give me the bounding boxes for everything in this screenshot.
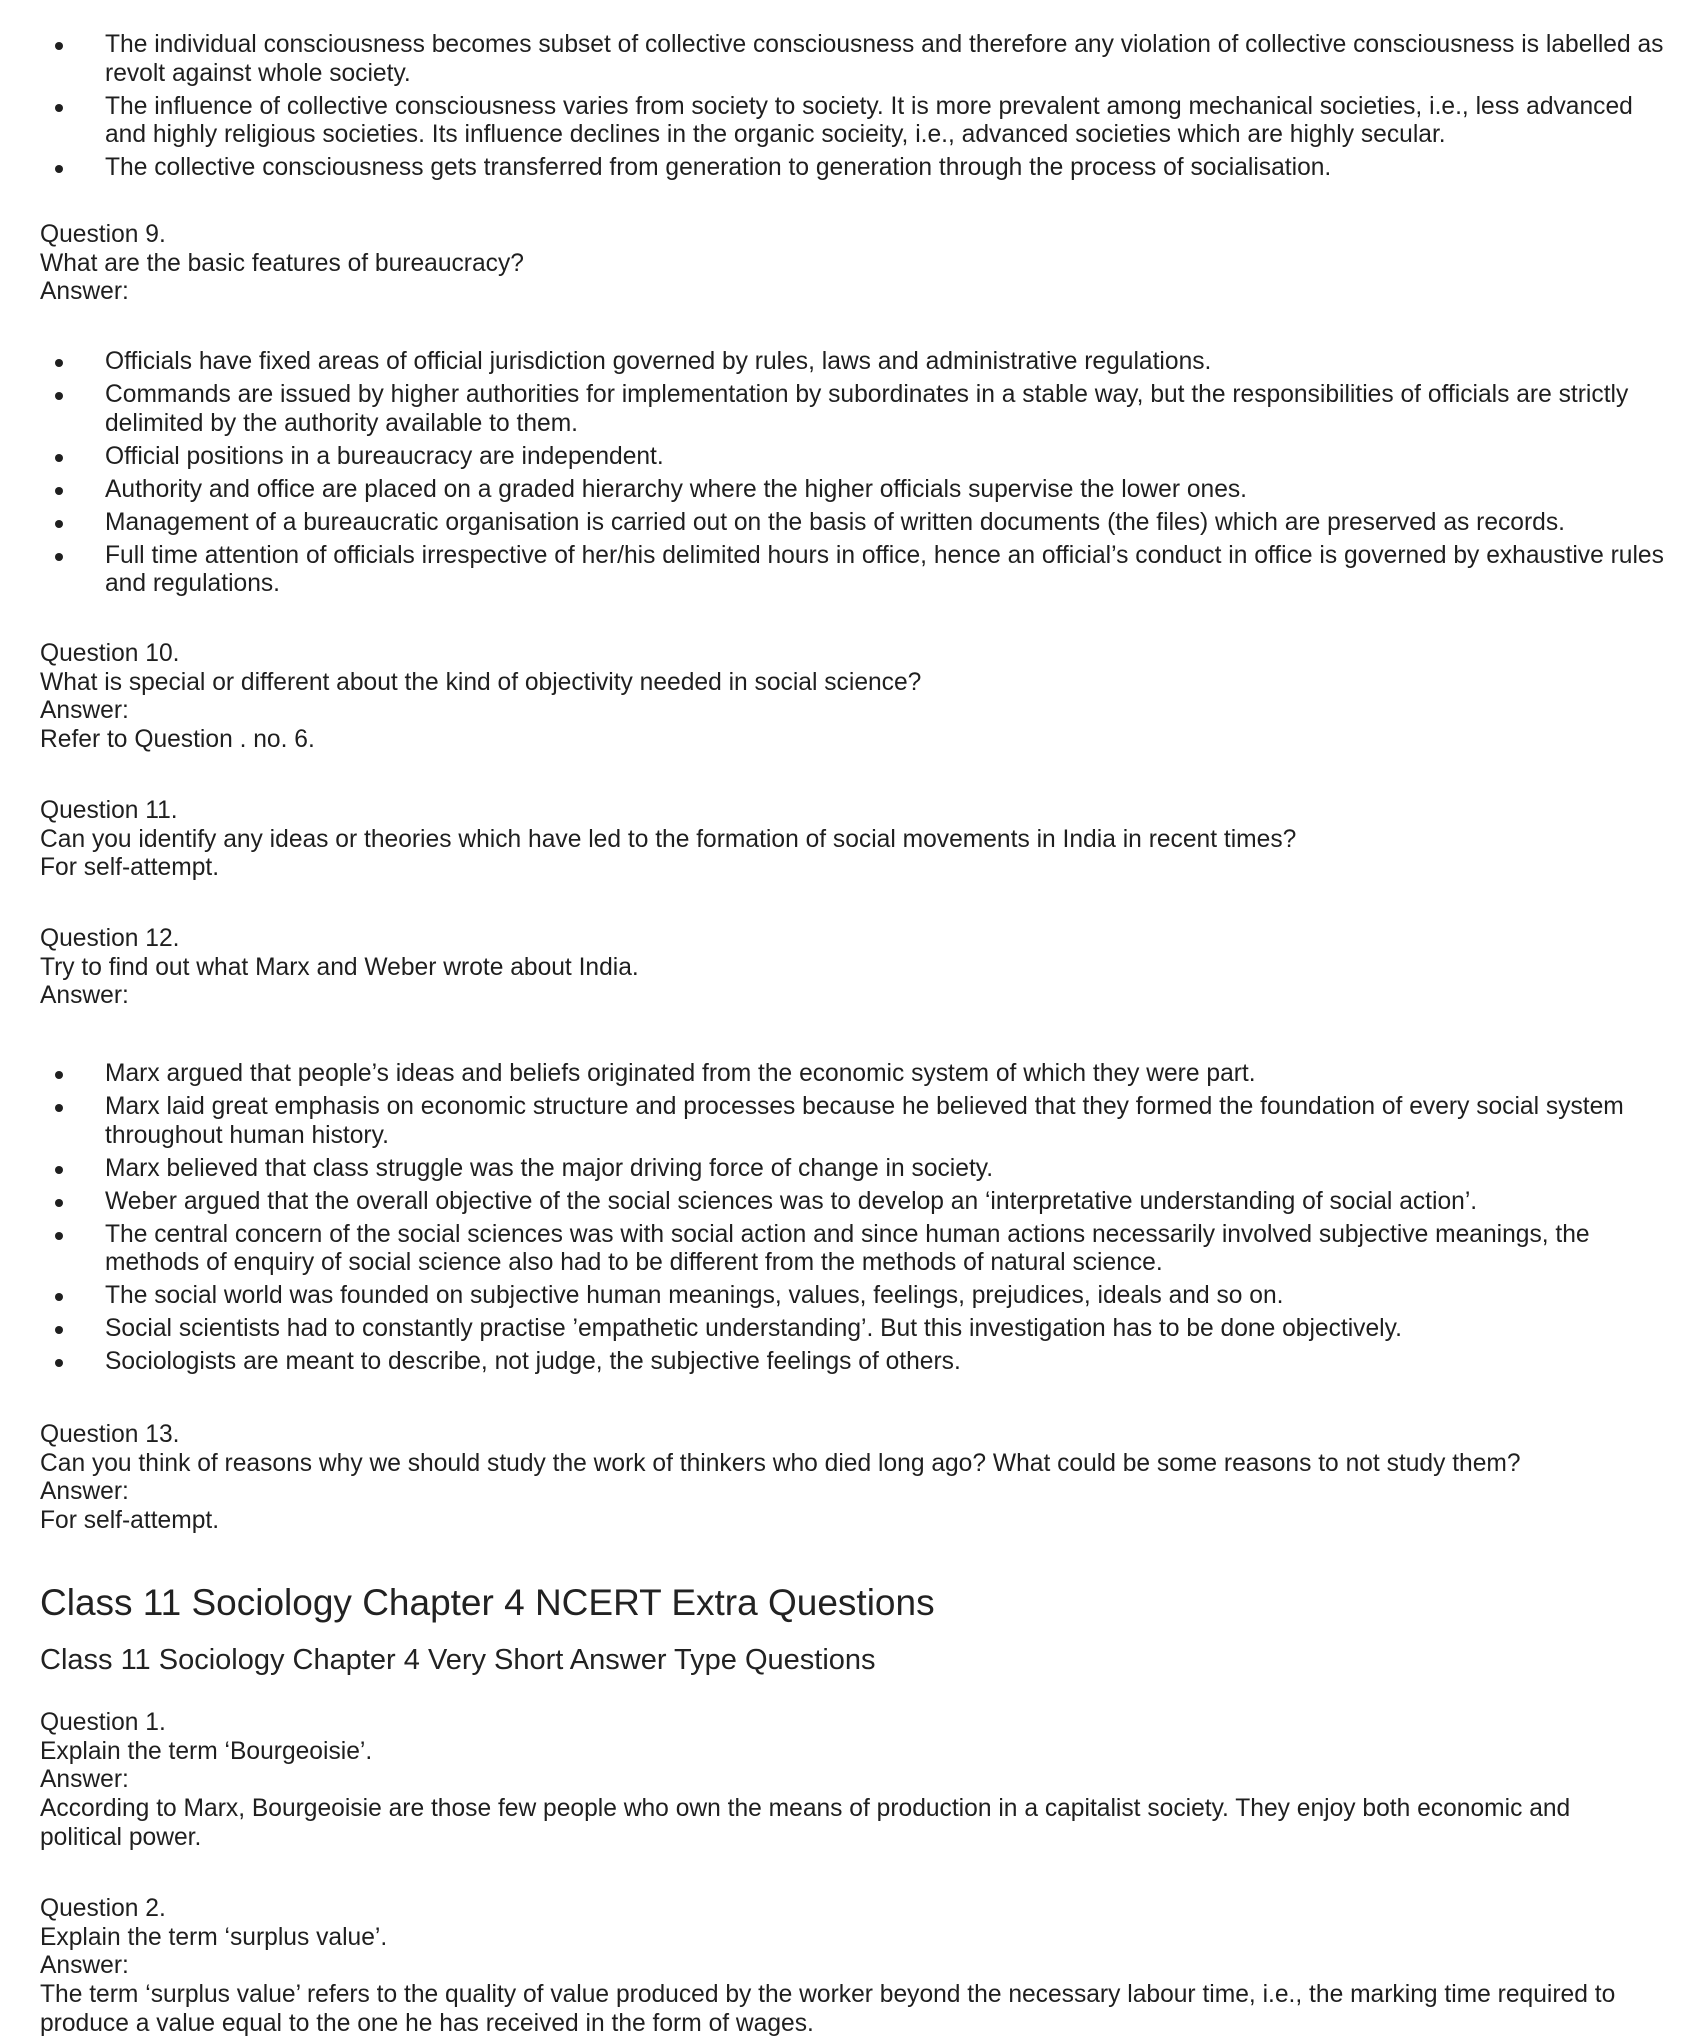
- list-item: Weber argued that the overall objective of the social sciences was to develop an ‘interpretative understanding of social action’.: [40, 1188, 1675, 1217]
- question-label: Question 11.: [40, 797, 178, 824]
- bureaucracy-bullet-list: [40, 348, 1670, 603]
- answer-label: Answer:: [40, 278, 129, 306]
- bullet-icon: [55, 1232, 63, 1240]
- list-item: Commands are issued by higher authorities for implementation by subordinates in a stable way, but the responsibilities of officials are strictly delimited by the authority available to them.: [40, 381, 1675, 438]
- list-item: Marx believed that class struggle was the major driving force of change in society.: [40, 1155, 1675, 1184]
- list-item: Management of a bureaucratic organisation is carried out on the basis of written documents (the files) which are preserved as records.: [40, 509, 1675, 538]
- question-9: [40, 221, 1670, 307]
- list-item: Authority and office are placed on a graded hierarchy where the higher officials supervise the lower ones.: [40, 476, 1675, 505]
- question-label: Question 2.: [40, 1895, 166, 1922]
- bullet-icon: [55, 359, 63, 367]
- question-text: What are the basic features of bureaucracy?: [40, 249, 524, 277]
- bullet-icon: [55, 165, 63, 173]
- question-12: [40, 925, 1670, 1011]
- list-item: The influence of collective consciousness varies from society to society. It is more prevalent among mechanical societies, i.e., less advanced and highly religious societies. Its influence declines in the organic socieity, i.e., advanced societies which are highly secular.: [40, 93, 1675, 150]
- list-item: The collective consciousness gets transferred from generation to generation through the process of socialisation.: [40, 154, 1675, 183]
- vsa-question-2: [40, 1895, 1670, 2039]
- bullet-icon: [55, 1359, 63, 1367]
- question-text: Explain the term ‘Bourgeoisie’.: [40, 1737, 373, 1765]
- list-item: The central concern of the social sciences was with social action and since human actions necessarily involved subjective meanings, the methods of enquiry of social science also had to be different from the methods of natural science.: [40, 1221, 1675, 1278]
- list-item: The social world was founded on subjective human meanings, values, feelings, prejudices, ideals and so on.: [40, 1282, 1675, 1311]
- question-10: [40, 640, 1670, 755]
- question-text: Explain the term ‘surplus value’.: [40, 1923, 388, 1951]
- marx-weber-bullet-list: [40, 1060, 1670, 1381]
- bullet-icon: [55, 1104, 63, 1112]
- answer-label: Answer:: [40, 1766, 129, 1794]
- question-text: Can you identify any ideas or theories which have led to the formation of social movements in India in recent times?: [40, 825, 1297, 853]
- answer-label: Answer:: [40, 1478, 129, 1506]
- bullet-icon: [55, 1166, 63, 1174]
- list-item: Social scientists had to constantly practise ’empathetic understanding’. But this investigation has to be done objectively.: [40, 1315, 1675, 1344]
- answer-text: For self-attempt.: [40, 854, 220, 882]
- question-text: Try to find out what Marx and Weber wrote about India.: [40, 953, 639, 981]
- question-label: Question 13.: [40, 1421, 180, 1448]
- question-label: Question 9.: [40, 221, 166, 248]
- list-item: Officials have fixed areas of official jurisdiction governed by rules, laws and administrative regulations.: [40, 348, 1675, 377]
- bullet-icon: [55, 520, 63, 528]
- answer-label: Answer:: [40, 697, 129, 725]
- answer-text: The term ‘surplus value’ refers to the quality of value produced by the worker beyond the necessary labour time, i.e., the marking time required to produce a value equal to the one he has received in the form of wages.: [40, 1981, 1616, 2037]
- question-text: Can you think of reasons why we should study the work of thinkers who died long ago? What could be some reasons to not study them?: [40, 1449, 1521, 1477]
- question-label: Question 12.: [40, 925, 180, 952]
- section-heading-extra-questions: Class 11 Sociology Chapter 4 NCERT Extra Questions: [40, 1582, 935, 1623]
- question-label: Question 10.: [40, 640, 180, 667]
- answer-text: For self-attempt.: [40, 1507, 220, 1535]
- bullet-icon: [55, 553, 63, 561]
- list-item: Full time attention of officials irrespective of her/his delimited hours in office, hence an official’s conduct in office is governed by exhaustive rules and regulations.: [40, 542, 1675, 599]
- bullet-icon: [55, 42, 63, 50]
- bullet-icon: [55, 487, 63, 495]
- vsa-question-1: [40, 1709, 1670, 1853]
- answer-label: Answer:: [40, 982, 129, 1010]
- list-item: Official positions in a bureaucracy are independent.: [40, 443, 1675, 472]
- bullet-icon: [55, 1326, 63, 1334]
- consciousness-bullet-list: [40, 31, 1670, 187]
- answer-label: Answer:: [40, 1952, 129, 1980]
- bullet-icon: [55, 454, 63, 462]
- section-subheading-very-short-answer: Class 11 Sociology Chapter 4 Very Short Answer Type Questions: [40, 1644, 876, 1676]
- answer-text: Refer to Question . no. 6.: [40, 726, 315, 754]
- list-item: The individual consciousness becomes subset of collective consciousness and therefore any violation of collective consciousness is labelled as revolt against whole society.: [40, 31, 1675, 88]
- bullet-icon: [55, 1199, 63, 1207]
- question-label: Question 1.: [40, 1709, 166, 1736]
- list-item: Marx laid great emphasis on economic structure and processes because he believed that they formed the foundation of every social system throughout human history.: [40, 1093, 1675, 1150]
- bullet-icon: [55, 392, 63, 400]
- question-13: [40, 1421, 1670, 1536]
- bullet-icon: [55, 1071, 63, 1079]
- bullet-icon: [55, 1293, 63, 1301]
- answer-text: According to Marx, Bourgeoisie are those few people who own the means of production in a capitalist society. They enjoy both economic and political power.: [40, 1795, 1571, 1851]
- question-text: What is special or different about the kind of objectivity needed in social science?: [40, 668, 922, 696]
- list-item: Sociologists are meant to describe, not judge, the subjective feelings of others.: [40, 1348, 1675, 1377]
- bullet-icon: [55, 104, 63, 112]
- question-11: [40, 797, 1670, 883]
- list-item: Marx argued that people’s ideas and beliefs originated from the economic system of which they were part.: [40, 1060, 1675, 1089]
